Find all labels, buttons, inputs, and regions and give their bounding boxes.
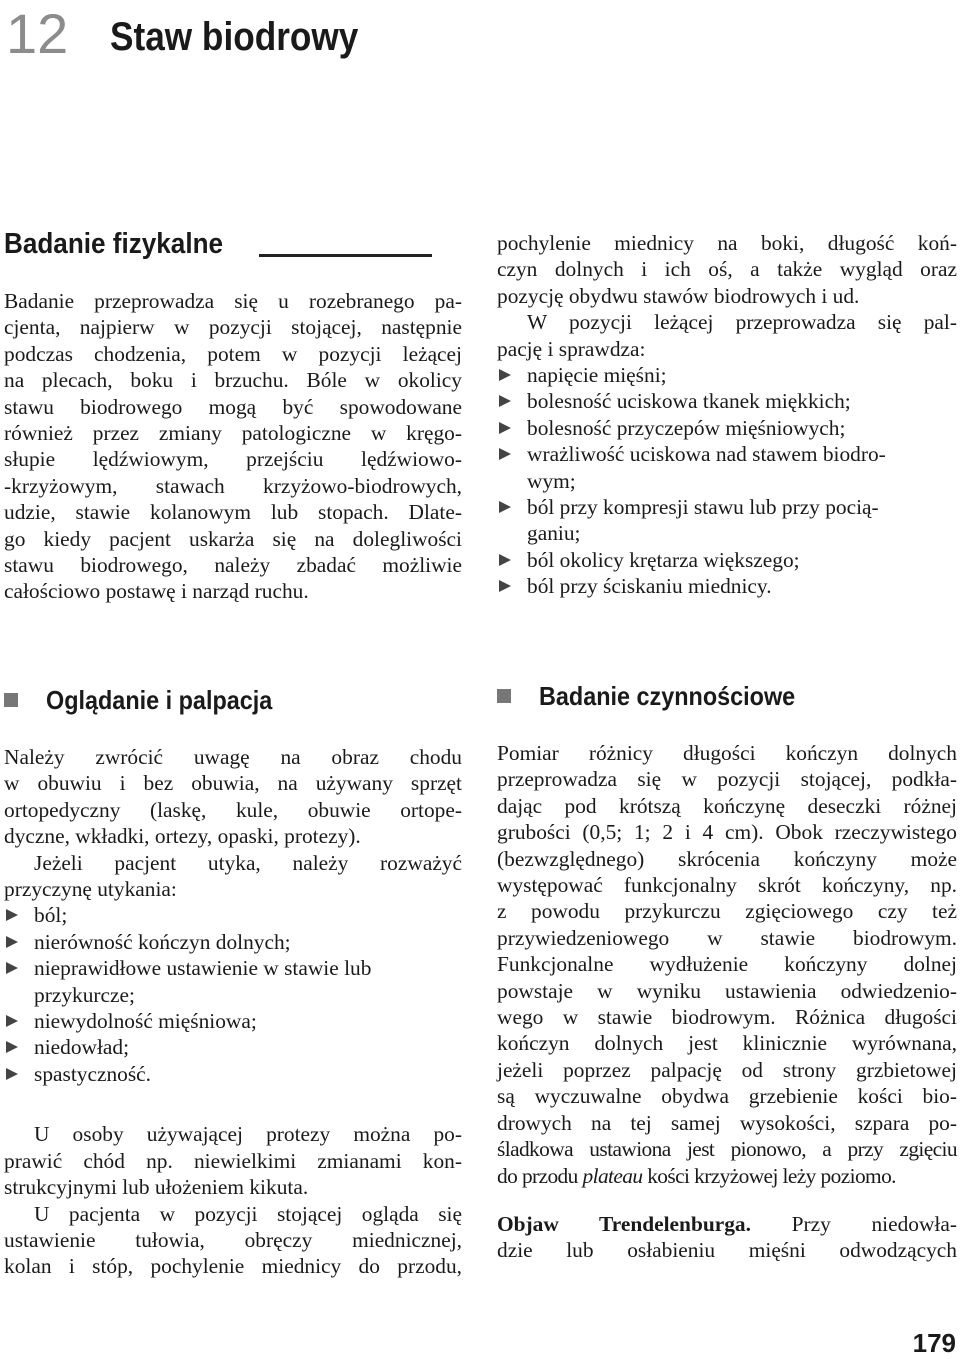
text-line: dyczne, wkładki, ortezy, opaski, protezy). xyxy=(4,824,361,849)
list-item xyxy=(497,573,957,599)
subsection-heading-text: Badanie czynnościowe xyxy=(539,681,796,711)
list-item-text: napięcie mięśni; xyxy=(527,363,667,388)
triangle-bullet-icon xyxy=(6,962,18,974)
text-line: również przez zmiany patologiczne w kręgo- xyxy=(4,421,462,446)
text-line: U osoby używającej protezy można po- xyxy=(34,1122,462,1147)
text-line: udzie, stawie kolanowym lub stopach. Dlate- xyxy=(4,500,462,525)
text-line: wego w stawie biodrowym. Różnica długości xyxy=(497,1005,957,1030)
list-item xyxy=(4,1061,462,1087)
text-line: grubości (0,5; 1; 2 i 4 cm). Obok rzeczywistego xyxy=(497,820,957,845)
list-item xyxy=(497,415,957,441)
text-line: przywiedzeniowego w stawie biodrowym. xyxy=(497,925,957,950)
square-marker-icon xyxy=(4,693,18,707)
text-line: strukcyjnymi lub ułożeniem kikuta. xyxy=(4,1175,309,1200)
text-line: kolan i stóp, pochylenie miednicy do przodu, xyxy=(4,1254,462,1279)
text-line: dając pod krótszą kończynę deseczki różnej xyxy=(497,793,957,818)
text-line: W pozycji leżącej przeprowadza się pal- xyxy=(527,310,957,335)
list-item xyxy=(4,1008,462,1034)
text-line: stawu biodrowego, należy zbadać możliwie xyxy=(4,553,462,578)
triangle-bullet-icon xyxy=(499,422,511,434)
text-line xyxy=(497,1163,957,1189)
text-line: prawić chód np. niewielkimi zmianami kon- xyxy=(4,1148,462,1173)
text-line: ustawienie tułowia, obręczy miednicznej, xyxy=(4,1227,462,1252)
triangle-bullet-icon xyxy=(6,1068,18,1080)
text-line: przeprowadza się w pozycji stojącej, podkła- xyxy=(497,767,957,792)
text-line xyxy=(497,1211,957,1237)
list-item-text: niewydolność mięśniowa; xyxy=(34,1009,257,1034)
heading-rule xyxy=(259,254,432,257)
list-item-text: ból przy kompresji stawu lub przy pocią- xyxy=(527,495,879,520)
chapter-number: 12 xyxy=(6,2,69,65)
list-item xyxy=(497,388,957,414)
text-line: powstaje w wyniku ustawienia odwiedzenio- xyxy=(497,978,957,1003)
triangle-bullet-icon xyxy=(6,936,18,948)
text-line: dzie lub osłabieniu mięśni odwodzących xyxy=(497,1238,957,1263)
inspection-section xyxy=(4,744,462,1280)
subsection-heading-functional xyxy=(497,680,824,712)
triangle-bullet-icon xyxy=(6,909,18,921)
text-line: -krzyżowym, stawach krzyżowo-biodrowych, xyxy=(4,473,462,498)
list-item-text: ból okolicy krętarza większego; xyxy=(527,547,800,572)
text-line: (bezwzględnego) skrócenia kończyny może xyxy=(497,846,957,871)
subsection-heading-inspection xyxy=(4,684,297,716)
text-line: U pacjenta w pozycji stojącej ogląda się xyxy=(34,1201,462,1226)
text-line: Pomiar różnicy długości kończyn dolnych xyxy=(497,741,957,765)
text-run: do przodu xyxy=(497,1163,583,1188)
text-line: słupie lędźwiowym, przejściu lędźwiowo- xyxy=(4,447,462,472)
list-item xyxy=(497,362,957,388)
list-item-text: wrażliwość uciskowa nad stawem biodro- xyxy=(527,442,886,467)
triangle-bullet-icon xyxy=(6,1041,18,1053)
triangle-bullet-icon xyxy=(499,501,511,513)
text-line: go kiedy pacjent uskarża się na dolegliwości xyxy=(4,526,462,551)
triangle-bullet-icon xyxy=(499,580,511,592)
text-line: podczas chodzenia, potem w pozycji leżącej xyxy=(4,341,462,366)
text-line: Funkcjonalne wydłużenie kończyny dolnej xyxy=(497,952,957,977)
text-line: ortopedyczny (laskę, kule, obuwie ortope- xyxy=(4,797,462,822)
square-marker-icon xyxy=(497,689,511,703)
bold-term: Objaw Trendelenburga. xyxy=(497,1211,751,1236)
text-line: Jeżeli pacjent utyka, należy rozważyć xyxy=(34,850,462,875)
list-item-text: bolesność przyczepów mięśniowych; xyxy=(527,415,846,440)
list-item xyxy=(497,547,957,573)
italic-term: plateau xyxy=(582,1163,643,1188)
text-line: kończyn dolnych jest klinicznie wyrównana, xyxy=(497,1031,957,1056)
text-line: są wyczuwalne obydwa grzebienie kości bio- xyxy=(497,1084,957,1109)
triangle-bullet-icon xyxy=(499,448,511,460)
right-top-paragraph xyxy=(497,230,957,600)
text-line: drowych na tej samej wysokości, szpara po- xyxy=(497,1110,957,1135)
text-line: występować funkcjonalny skrót kończyny, np. xyxy=(497,873,957,898)
functional-section xyxy=(497,740,957,1264)
list-item-text: nieprawidłowe ustawienie w stawie lub xyxy=(34,956,372,981)
text-run: Przy niedowła- xyxy=(750,1211,957,1236)
list-item-text: ból przy ściskaniu miednicy. xyxy=(527,574,772,599)
text-line: stawu biodrowego mogą być spowodowane xyxy=(4,394,462,419)
list-item-text: przykurcze; xyxy=(34,982,135,1007)
text-line: pochylenie miednicy na boki, długość koń- xyxy=(497,231,957,255)
list-item xyxy=(4,955,462,1008)
list-item-text: nierówność kończyn dolnych; xyxy=(34,929,291,954)
text-line: Należy zwrócić uwagę na obraz chodu xyxy=(4,745,462,769)
list-item xyxy=(4,902,462,928)
text-line: jeżeli poprzez palpację od strony grzbietowej xyxy=(497,1057,957,1082)
list-item-text: ból; xyxy=(34,903,68,928)
subsection-heading-text: Oglądanie i palpacja xyxy=(46,685,273,715)
text-line: cjenta, najpierw w pozycji stojącej, następnie xyxy=(4,315,462,340)
list-item-text: niedowład; xyxy=(34,1035,130,1060)
triangle-bullet-icon xyxy=(499,369,511,381)
text-line: w obuwiu i bez obuwia, na używany sprzęt xyxy=(4,771,462,796)
exam-paragraph xyxy=(4,288,462,605)
text-line: przyczynę utykania: xyxy=(4,877,177,902)
triangle-bullet-icon xyxy=(6,1015,18,1027)
text-line: czyn dolnych i ich oś, a także wygląd oraz xyxy=(497,257,957,282)
triangle-bullet-icon xyxy=(499,395,511,407)
list-item xyxy=(497,441,957,494)
triangle-bullet-icon xyxy=(499,554,511,566)
page-number: 179 xyxy=(912,1328,956,1358)
list-item xyxy=(4,929,462,955)
text-line: z powodu przykurczu zgięciowego czy też xyxy=(497,899,957,924)
text-run: kości krzyżowej leży poziomo. xyxy=(642,1163,896,1188)
palpation-list xyxy=(497,362,957,600)
list-item-text: bolesność uciskowa tkanek miękkich; xyxy=(527,389,851,414)
list-item xyxy=(497,494,957,547)
section-heading-exam xyxy=(4,226,464,262)
limp-causes-list xyxy=(4,902,462,1087)
list-item xyxy=(4,1034,462,1060)
text-line: Badanie przeprowadza się u rozebranego pa- xyxy=(4,289,462,313)
text-line: pację i sprawdza: xyxy=(497,336,646,361)
list-item-text: wym; xyxy=(527,468,576,493)
text-line: całościowo postawę i narząd ruchu. xyxy=(4,579,309,604)
list-item-text: spastyczność. xyxy=(34,1061,152,1086)
section-heading-text: Badanie fizykalne xyxy=(4,228,224,260)
list-item-text: ganiu; xyxy=(527,521,581,546)
text-line: na plecach, boku i brzuchu. Bóle w okolicy xyxy=(4,368,462,393)
text-line: śladkowa ustawiona jest pionowo, a przy zgięciu xyxy=(497,1137,957,1162)
text-line: pozycję obydwu stawów biodrowych i ud. xyxy=(497,283,860,308)
chapter-title: Staw biodrowy xyxy=(110,15,359,59)
